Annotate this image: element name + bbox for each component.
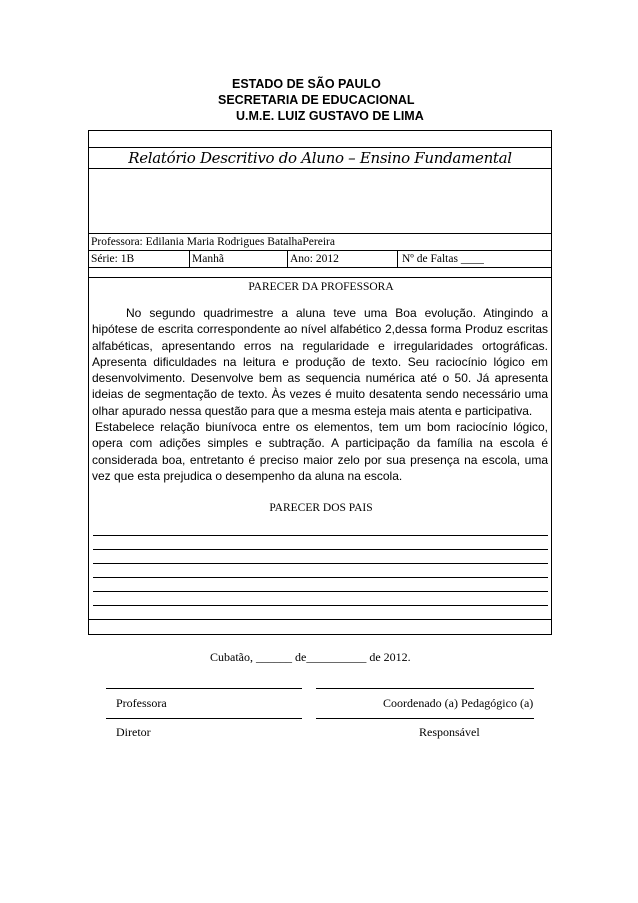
teacher-name: Professora: Edilania Maria Rodrigues BatalhaPereira xyxy=(91,236,335,248)
signature-label-director: Diretor xyxy=(116,725,151,739)
teacher-opinion-paragraph-2: Estabelece relação biunívoca entre os elementos, tem um bom raciocínio lógico, opera com adições simples e subtração. A participação da família na escola é considerada boa, entretanto é preciso maior zelo por sua presença na escola, uma vez que esta prejudica o desempenho da aluna na escola. xyxy=(92,420,548,483)
signature-line-teacher[interactable] xyxy=(106,688,302,689)
blank-row-mid xyxy=(89,268,551,278)
place-date-line: Cubatão, ______ de__________ de 2012. xyxy=(210,650,411,664)
shift-cell: Manhã xyxy=(189,251,287,267)
series-cell: Série: 1B xyxy=(91,253,135,265)
form-title: Relatório Descritivo do Aluno – Ensino Fundamental xyxy=(128,149,512,167)
parents-opinion-heading: PARECER DOS PAIS xyxy=(269,502,373,514)
teacher-opinion-text xyxy=(92,305,548,484)
header-secretariat: SECRETARIA DE EDUCACIONAL xyxy=(218,93,415,107)
parents-line[interactable] xyxy=(93,578,548,592)
opinion-row xyxy=(89,278,551,620)
parents-line[interactable] xyxy=(93,536,548,550)
teacher-opinion-heading: PARECER DA PROFESSORA xyxy=(248,281,394,293)
parents-opinion-lines[interactable] xyxy=(93,522,548,606)
absences-cell: Nº de Faltas ____ xyxy=(397,251,551,267)
header-school: U.M.E. LUIZ GUSTAVO DE LIMA xyxy=(236,109,424,123)
parents-line[interactable] xyxy=(93,550,548,564)
parents-line[interactable] xyxy=(93,592,548,606)
blank-row-photo xyxy=(89,169,551,234)
blank-row-bottom xyxy=(89,620,551,634)
teacher-opinion-paragraph-1: No segundo quadrimestre a aluna teve uma Boa evolução. Atingindo a hipótese de escrita correspondente ao nível alfabético 2,dessa forma Produz escritas alfabéticas, apresentando erros na regularidade e irregularidades ortográficas. Apresenta dificuldades na leitura e produção de texto. Seu raciocínio lógico em desenvolvimento. Desenvolve bem as sequencia numérica até o 50. Já apresenta ideias de segmentação de texto. Às vezes é muito desatenta sendo necessário uma olhar apurado nessa questão para que a mesma esteja mais atenta e participativa. xyxy=(92,306,548,418)
parents-line[interactable] xyxy=(93,522,548,536)
class-info-row xyxy=(89,251,551,268)
report-form-table xyxy=(88,130,552,635)
signature-label-guardian: Responsável xyxy=(419,725,480,739)
blank-row-top xyxy=(89,131,551,148)
parents-line[interactable] xyxy=(93,564,548,578)
signature-line-coordinator[interactable] xyxy=(316,688,534,689)
year-cell: Ano: 2012 xyxy=(287,251,397,267)
signature-label-teacher: Professora xyxy=(116,696,167,710)
signature-line-guardian[interactable] xyxy=(316,718,534,719)
header-state: ESTADO DE SÃO PAULO xyxy=(232,77,381,91)
teacher-row xyxy=(89,234,551,251)
signature-line-director[interactable] xyxy=(106,718,302,719)
signature-label-coordinator: Coordenado (a) Pedagógico (a) xyxy=(383,696,534,710)
title-row xyxy=(89,148,551,169)
